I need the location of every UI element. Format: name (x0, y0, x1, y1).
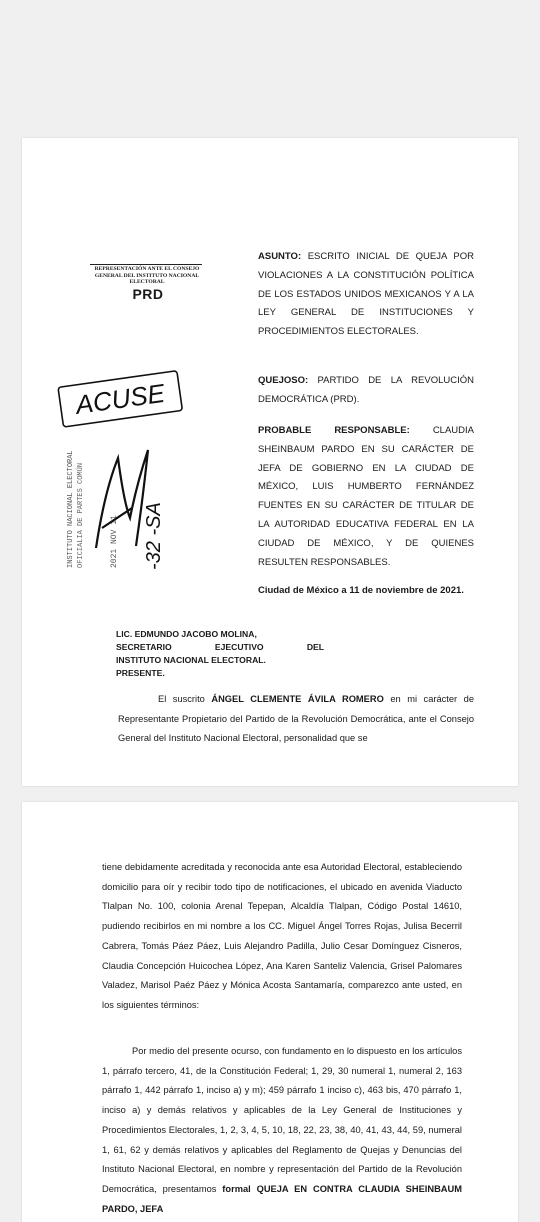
party-logo: PRD (132, 286, 164, 302)
addressee-name: LIC. EDMUNDO JACOBO MOLINA, (116, 629, 257, 639)
addressee-title-row (116, 641, 324, 654)
quejoso-label: QUEJOSO: (258, 375, 309, 386)
stamp-institution: INSTITUTO NACIONAL ELECTORAL (67, 450, 75, 568)
reception-stamp (32, 358, 202, 588)
paragraph-legal-basis (102, 1042, 462, 1219)
stamp-date: 2021 NOV 11 (110, 515, 119, 568)
acuse-text: ACUSE (73, 377, 167, 420)
body-text: en mi carácter de Representante Propietario del Partido de la Revolución Democrática, ante el Consejo General del Instituto Nacional Electoral, personalidad que se (118, 694, 474, 744)
signer-name: ÁNGEL CLEMENTE ÁVILA ROMERO (211, 694, 384, 704)
document-page-2 (22, 802, 518, 1222)
addressee-title-word: DEL (306, 642, 324, 652)
probable-label: PROBABLE RESPONSABLE: (258, 425, 410, 436)
asunto-text: ESCRITO INICIAL DE QUEJA POR VIOLACIONES A LA CONSTITUCIÓN POLÍTICA DE LOS ESTADOS UNIDOS MEXICANOS Y A LA LEY GENERAL DE INSTITUCIONES Y PROCEDIMIENTOS ELECTORALES. (258, 251, 475, 338)
legal-basis-text: Por medio del presente ocurso, con fundamento en lo dispuesto en los artículos 1, párrafo tercero, 41, de la Constitución Federal; 1, 29, 30 numeral 1, numeral 2, 163 párrafo 1, 442 párrafo 1, inciso a) y m); 459 párrafo 1 inciso c), 463 bis, 470 párrafo 1, inciso a) y demás relativos y aplicables de la Ley General de Instituciones y Procedimientos Electorales, 1, 2, 3, 4, 5, 10, 18, 22, 23, 38, 40, 41, 43, 44, 59, numeral 1, 61, 62 y demás relativos y aplicables del Reglamento de Quejas y Denuncias del Instituto Nacional Electoral, en nombre y representación del Partido de la Revolución Democrática, presentamos (102, 1046, 462, 1194)
body-text: El suscrito (158, 694, 212, 704)
probable-responsable-block (258, 422, 474, 572)
addressee-title-word: SECRETARIO (116, 642, 172, 652)
addressee-block (116, 628, 324, 680)
complaint-statement: formal QUEJA EN CONTRA CLAUDIA SHEINBAUM PARDO, JEFA (102, 1183, 462, 1214)
addressee-title-word: EJECUTIVO (214, 642, 264, 652)
stamp-code: -32 -SA (143, 502, 165, 570)
addressee-presente: PRESENTE. (116, 668, 165, 678)
svg-text:OFICIALIA DE PARTES COMÚN: OFICIALIA DE PARTES COMÚN (77, 462, 85, 568)
quejoso-text: PARTIDO DE LA REVOLUCIÓN DEMOCRÁTICA (PRD). (258, 375, 474, 405)
document-page-1 (22, 138, 518, 786)
probable-text: CLAUDIA SHEINBAUM PARDO EN SU CARÁCTER DE JEFA DE GOBIERNO EN LA CIUDAD DE MÉXICO, LUIS HUMBERTO FERNÁNDEZ FUENTES EN SU CARÁCTER DE TITULAR DE LA AUTORIDAD EDUCATIVA FEDERAL EN LA CIUDAD DE MÉXICO, Y DE QUIENES RESULTEN RESPONSABLES. (258, 425, 474, 568)
date-line: Ciudad de México a 11 de noviembre de 2021. (258, 585, 464, 596)
body-paragraph (118, 690, 474, 749)
letterhead-representation: REPRESENTACIÓN ANTE EL CONSEJO GENERAL DEL INSTITUTO NACIONAL ELECTORAL (94, 266, 200, 285)
paragraph-continued: tiene debidamente acreditada y reconocida ante esa Autoridad Electoral, estableciendo domicilio para oír y recibir todo tipo de notificaciones, el ubicado en avenida Viaducto Tlalpan No. 100, colonia Arenal Tepepan, Alcaldía Tlalpan, Código Postal 14610, pudiendo recibirlos en mi nombre a los CC. Miguel Ángel Torres Rojas, Julisa Becerril Cabrera, Tomás Páez Páez, Luis Alejandro Padilla, Julio Cesar Domínguez Cisneros, Claudia Concepción Huicochea López, Ana Karen Santeliz Valencia, Grisel Palomares Valadez, Marisol Paéz Páez y Mónica Acosta Santamaría, comparezco ante usted, en los siguientes términos: (102, 862, 462, 1010)
letterhead-rule (90, 264, 202, 265)
addressee-institution: INSTITUTO NACIONAL ELECTORAL. (116, 655, 266, 665)
quejoso-block (258, 372, 474, 410)
asunto-label: ASUNTO: (258, 251, 302, 262)
asunto-block (258, 248, 474, 342)
